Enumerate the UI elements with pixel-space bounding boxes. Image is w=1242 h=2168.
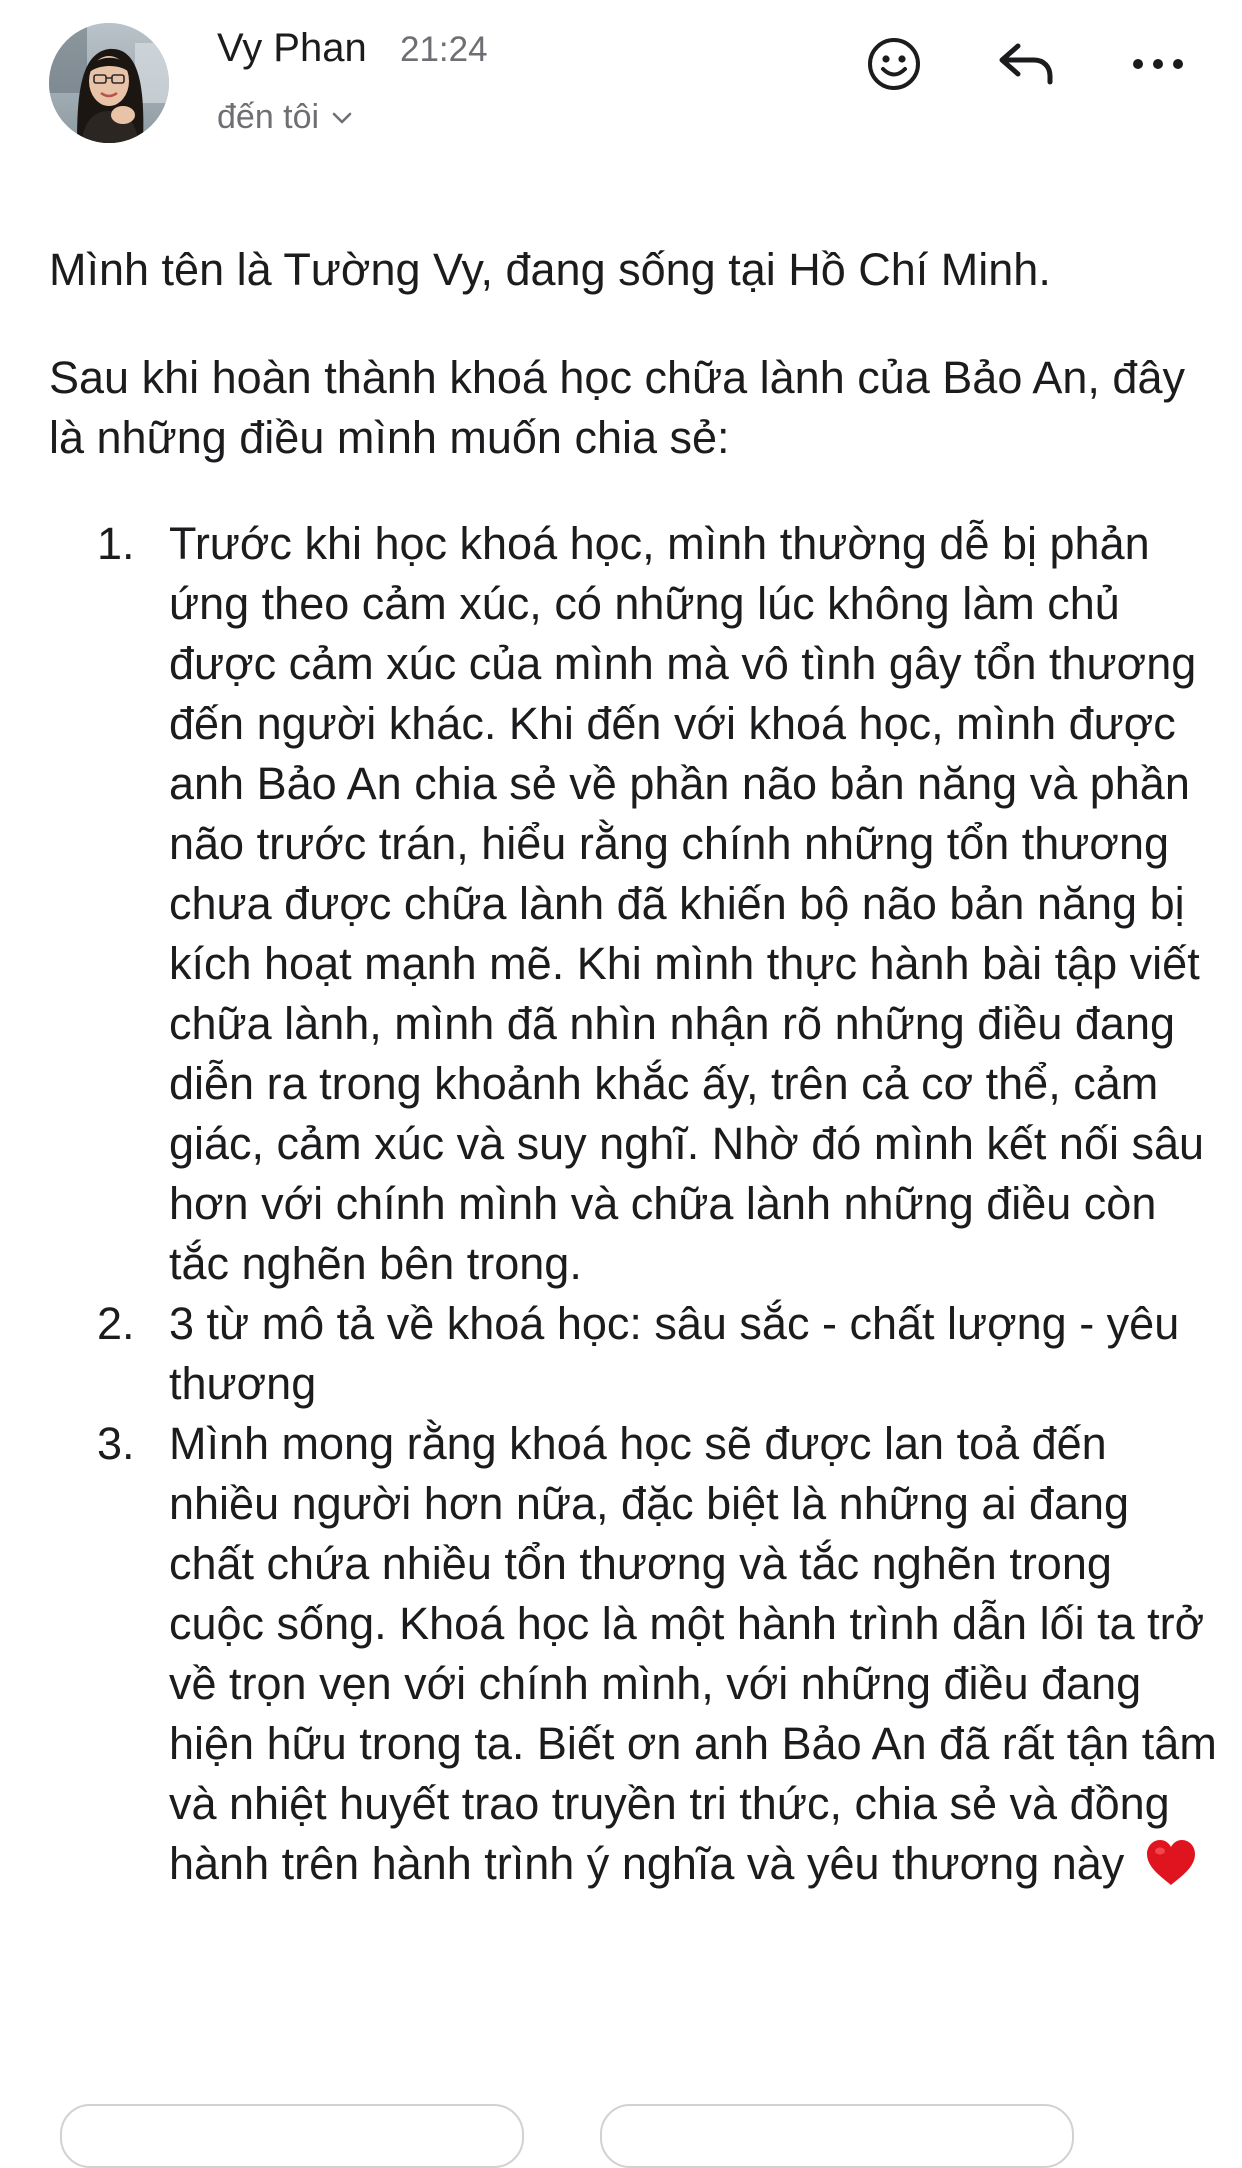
forward-pill-button[interactable] [600, 2104, 1074, 2168]
more-horizontal-icon [1130, 56, 1186, 72]
reply-pill-button[interactable] [60, 2104, 524, 2168]
message-list [49, 514, 1219, 1894]
list-item-number: 1. [97, 518, 135, 569]
sender-name[interactable]: Vy Phan [217, 26, 367, 70]
send-time: 21:24 [400, 30, 488, 69]
list-item [49, 1294, 1219, 1414]
list-item [49, 514, 1219, 1294]
recipient-toggle[interactable] [217, 98, 353, 137]
list-item-text: 3 từ mô tả về khoá học: sâu sắc - chất lượng - yêu thương [169, 1298, 1180, 1409]
list-item-number: 2. [97, 1298, 135, 1349]
more-options-button[interactable] [1122, 28, 1194, 100]
list-item-text: Trước khi học khoá học, mình thường dễ bị phản ứng theo cảm xúc, có những lúc không làm chủ được cảm xúc của mình mà vô tình gây tổn thương đến người khác. Khi đến với khoá học, mình được anh Bảo An chia sẻ về phần não bản năng và phần não trước trán, hiểu rằng chính những tổn thương chưa được chữa lành đã khiến bộ não bản năng bị kích hoạt mạnh mẽ. Khi mình thực hành bài tập viết chữa lành, mình đã nhìn nhận rõ những điều đang diễn ra trong khoảnh khắc ấy, trên cả cơ thể, cảm giác, cảm xúc và suy nghĩ. Nhờ đó mình kết nối sâu hơn với chính mình và chữa lành những điều còn tắc nghẽn bên trong. [169, 518, 1205, 1289]
recipient-label: đến tôi [217, 98, 320, 136]
reply-button[interactable] [990, 28, 1062, 100]
list-item [49, 1414, 1219, 1894]
sender-avatar[interactable] [49, 23, 169, 143]
message-paragraph-lead: Sau khi hoàn thành khoá học chữa lành của Bảo An, đây là những điều mình muốn chia sẻ: [49, 352, 1185, 463]
message-paragraph-intro: Mình tên là Tường Vy, đang sống tại Hồ Chí Minh. [49, 244, 1051, 295]
chevron-down-icon [331, 111, 353, 125]
reply-arrow-icon [996, 40, 1056, 88]
reply-actions-bar [0, 2098, 1242, 2138]
add-reaction-button[interactable] [858, 28, 930, 100]
red-heart-icon [1143, 1837, 1199, 1889]
smiley-icon [866, 36, 922, 92]
message-body [49, 240, 1219, 1894]
list-item-number: 3. [97, 1418, 135, 1469]
list-item-text: Mình mong rằng khoá học sẽ được lan toả đến nhiều người hơn nữa, đặc biệt là những ai đang chất chứa nhiều tổn thương và tắc nghẽn trong cuộc sống. Khoá học là một hành trình dẫn lối ta trở về trọn vẹn với chính mình, với những điều đang hiện hữu trong ta. Biết ơn anh Bảo An đã rất tận tâm và nhiệt huyết trao truyền tri thức, chia sẻ và đồng hành trên hành trình ý nghĩa và yêu thương này [169, 1418, 1217, 1889]
avatar-photo-icon [49, 23, 169, 143]
email-header [0, 0, 1242, 160]
